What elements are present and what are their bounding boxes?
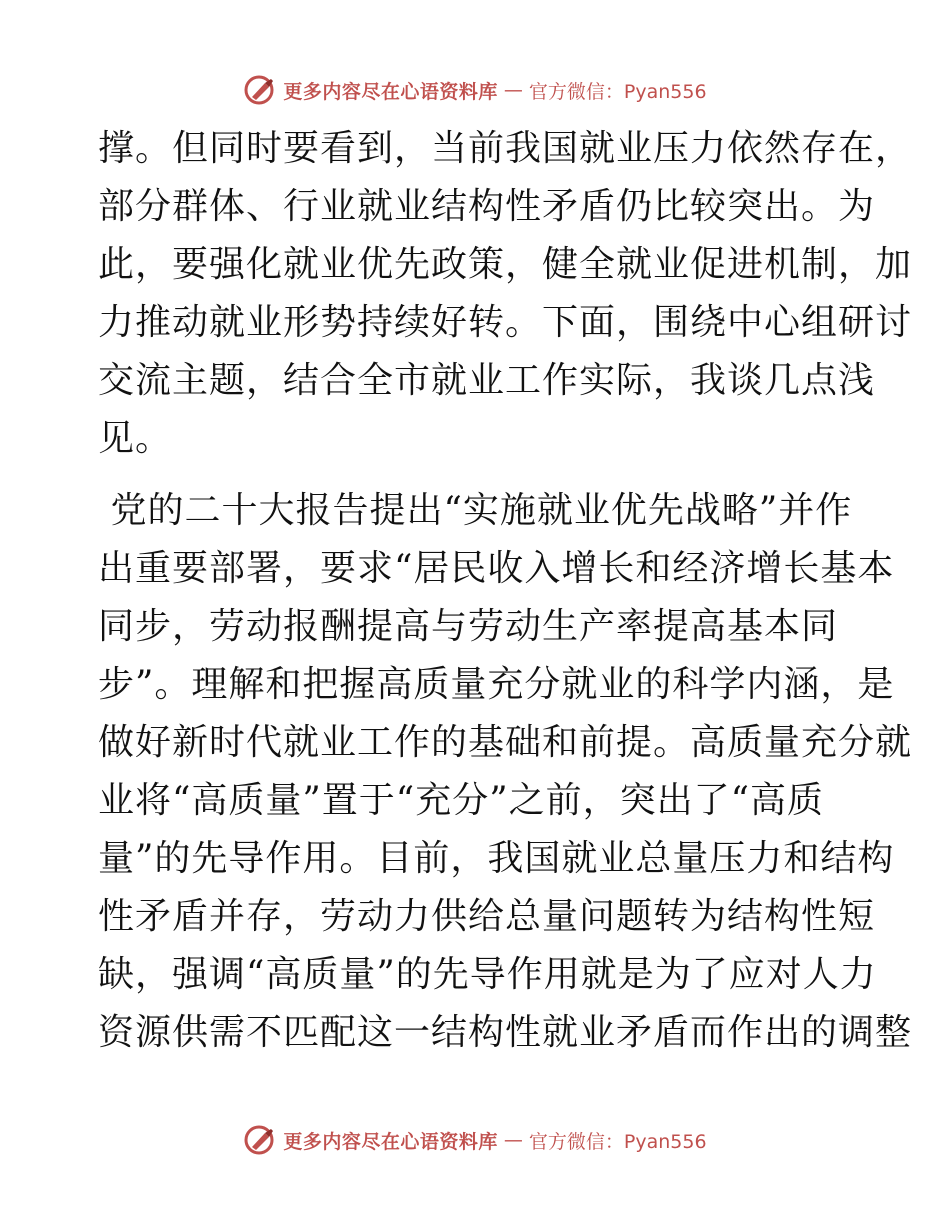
paragraph-1 [98,120,913,468]
text-line: 业将“高质量”置于“充分”之前，突出了“高质 [98,780,825,821]
text-line: 做好新时代就业工作的基础和前提。高质量充分就 [98,722,913,763]
footer-wechat-text: 官方微信：Pyan556 [528,1130,707,1153]
text-line: 交流主题，结合全市就业工作实际，我谈几点浅 [98,360,876,401]
paragraph-gap [98,468,858,482]
text-line: 性矛盾并存，劳动力供给总量问题转为结构性短 [98,896,876,937]
text-line: 缺，强调“高质量”的先导作用就是为了应对人力 [98,954,877,995]
text-line: 力推动就业形势持续好转。下面，围绕中心组研讨 [98,302,913,343]
text-line: 步”。理解和把握高质量充分就业的科学内涵，是 [98,664,895,705]
text-line: 资源供需不匹配这一结构性就业矛盾而作出的调整 [98,1012,913,1053]
footer-brand-text: 更多内容尽在心语资料库 [283,1130,498,1153]
text-line: 撑。但同时要看到，当前我国就业压力依然存在， [98,128,913,169]
header-brand-text: 更多内容尽在心语资料库 [283,80,498,103]
header-wechat-text: 官方微信：Pyan556 [528,80,707,103]
document-body [98,120,913,1062]
footer-separator: — [503,1129,523,1151]
text-line: 见。 [98,418,173,459]
pen-nib-logo-icon [243,73,277,107]
footer-banner [0,1120,950,1160]
text-line: 党的二十大报告提出“实施就业优先战略”并作 [98,490,853,531]
text-line: 此，要强化就业优先政策，健全就业促进机制，加 [98,244,913,285]
header-banner [0,70,950,110]
text-line: 同步，劳动报酬提高与劳动生产率提高基本同 [98,606,839,647]
text-line: 部分群体、行业就业结构性矛盾仍比较突出。为 [98,186,876,227]
header-separator: — [503,79,523,101]
paragraph-2 [98,482,913,1062]
text-line: 量”的先导作用。目前，我国就业总量压力和结构 [98,838,895,879]
pen-nib-logo-icon [243,1123,277,1157]
text-line: 出重要部署，要求“居民收入增长和经济增长基本 [98,548,895,589]
